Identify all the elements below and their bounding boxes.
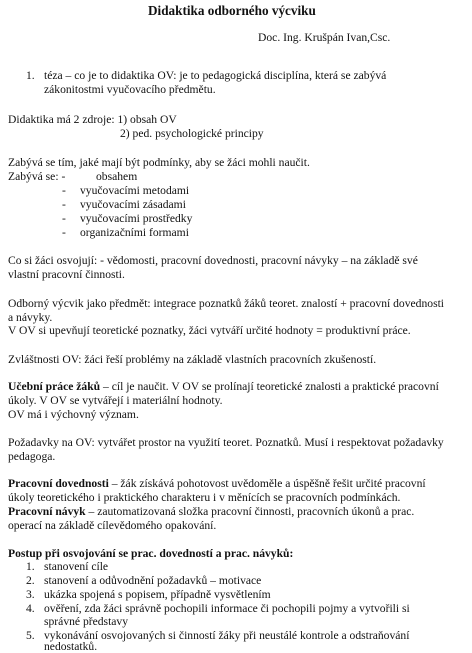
learning-work-term: Učební práce žáků xyxy=(8,380,101,393)
requirements-line-2: pedagoga. xyxy=(8,450,56,463)
focus-dash: - xyxy=(62,212,66,225)
habits-line-1 xyxy=(8,505,414,518)
focus-label: Zabývá se: - xyxy=(8,170,66,183)
procedure-step-text-cont: nedostatků. xyxy=(44,640,98,653)
procedure-step-number: 4. xyxy=(26,602,35,615)
procedure-step-text: ověření, zda žáci správně pochopili informace či pochopili pojmy a vytvořili si xyxy=(44,602,410,615)
habits-term: Pracovní návyk xyxy=(8,505,86,518)
sources-line-1: Didaktika má 2 zdroje: 1) obsah OV xyxy=(8,113,177,126)
focus-list-item: organizačními formami xyxy=(80,226,189,239)
procedure-step-text: vykonávání osvojovaných si činností žáky při neustálé kontrole a odstraňování xyxy=(44,629,410,642)
focus-dash: - xyxy=(62,226,66,239)
page-title: Didaktika odborného výcviku xyxy=(148,3,316,18)
procedure-step-text-cont: správné představy xyxy=(44,615,129,628)
skills-definition: – žák získává pohotovost uvědoměle a úspěšně řešit určité pracovní xyxy=(108,477,426,490)
requirements-line-1: Požadavky na OV: vytvářet prostor na využití teoret. Poznatků. Musí i respektovat požadavky xyxy=(8,436,444,449)
learning-work-line-2: úkoly. V OV se vytvářejí i materiální hodnoty. xyxy=(8,394,223,407)
procedure-step-number: 5. xyxy=(26,629,35,642)
procedure-step-text: stanovení cíle xyxy=(44,560,109,573)
learning-work-definition: – cíl je naučit. V OV se prolínají teoretické znalosti a praktické pracovní xyxy=(100,380,439,393)
focus-item-obsah: obsahem xyxy=(96,170,138,183)
learning-work-line-1 xyxy=(8,380,439,393)
item-1-line-1: téza – co je to didaktika OV: je to pedagogická disciplína, která se zabývá xyxy=(44,69,387,82)
learning-work-line-3: OV má i výchovný význam. xyxy=(8,408,139,421)
skills-line-1 xyxy=(8,477,426,490)
item-1-number: 1. xyxy=(26,69,35,82)
procedure-step-number: 2. xyxy=(26,574,35,587)
specifics-line: Zvláštnosti OV: žáci řeší problémy na základě vlastních pracovních zkušeností. xyxy=(8,353,377,366)
subject-line-2: a návyky. xyxy=(8,311,53,324)
procedure-step-text: ukázka spojená s popisem, případně vysvětlením xyxy=(44,588,271,601)
focus-dash: - xyxy=(62,198,66,211)
focus-line-1: Zabývá se tím, jaké mají být podmínky, aby se žáci mohli naučit. xyxy=(8,156,310,169)
procedure-step-number: 3. xyxy=(26,588,35,601)
subject-line-3: V OV si upevňují teoretické poznatky, žáci vytváří určité hodnoty = produktivní práce. xyxy=(8,324,411,337)
acquire-line-2: vlastní pracovní činnosti. xyxy=(8,268,125,281)
item-1-line-2: zákonitostmi vyučovacího předmětu. xyxy=(44,83,216,96)
focus-list-item: vyučovacími zásadami xyxy=(80,198,186,211)
focus-list-item: vyučovacími metodami xyxy=(80,184,190,197)
skills-line-2: úkoly teoretického i praktického charakteru i v měnících se pracovních podmínkách. xyxy=(8,491,401,504)
subject-line-1: Odborný výcvik jako předmět: integrace poznatků žáků teoret. znalostí + pracovní dovednosti xyxy=(8,297,445,310)
habits-line-2: operací na základě cílevědomého opakování. xyxy=(8,519,217,532)
focus-list-item: vyučovacími prostředky xyxy=(80,212,193,225)
focus-dash: - xyxy=(62,184,66,197)
procedure-step-number: 1. xyxy=(26,560,35,573)
procedure-step-text: stanovení a odůvodnění požadavků – motivace xyxy=(44,574,262,587)
procedure-heading: Postup při osvojování se prac. dovedností a prac. návyků: xyxy=(8,547,294,560)
skills-term: Pracovní dovednosti xyxy=(8,477,109,490)
habits-definition: – zautomatizovaná složka pracovní činnosti, pracovních úkonů a prac. xyxy=(85,505,415,518)
sources-line-2: 2) ped. psychologické principy xyxy=(120,127,264,140)
acquire-line-1: Co si žáci osvojují: - vědomosti, pracovní dovednosti, pracovní návyky – na základě své xyxy=(8,254,418,267)
author-line: Doc. Ing. Krušpán Ivan,Csc. xyxy=(258,31,391,44)
